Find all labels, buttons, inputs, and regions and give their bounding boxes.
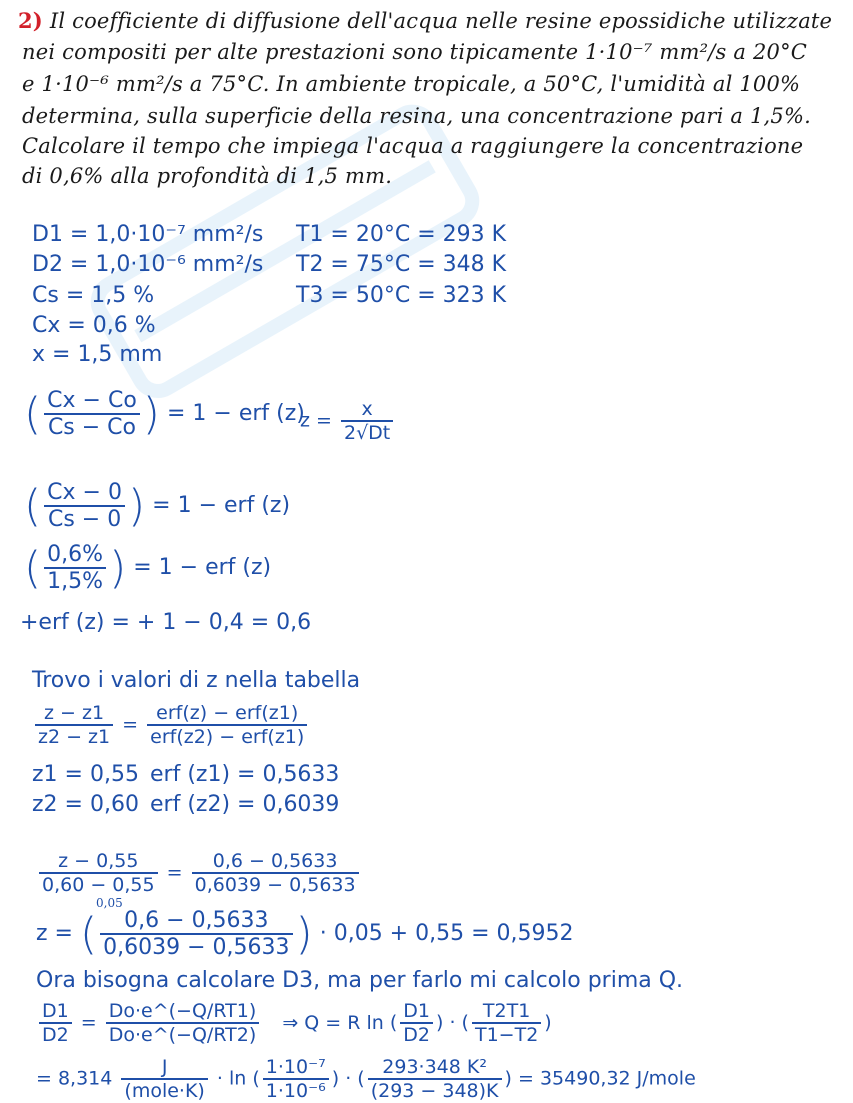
- ln-label: · ln: [216, 1067, 247, 1090]
- equation-erf-result: +erf (z) = + 1 − 0,4 = 0,6: [20, 610, 312, 635]
- fraction-arrhenius: [106, 1000, 260, 1046]
- data-Cs: Cs = 1,5 %: [32, 283, 155, 308]
- numerator: 1·10⁻⁷: [263, 1056, 329, 1080]
- fraction: [341, 398, 393, 444]
- numerator: z − z1: [35, 702, 113, 726]
- interpolation-formula: $\frac{z - z1}{z2 - z1}$ = $\frac{\text{erf(z) − erf(z1)}}{\text{erf(z2) − erf(z1)}}$: [32, 702, 310, 748]
- numerator: Cx − 0: [44, 480, 125, 507]
- fraction-d-ratio: [39, 1000, 72, 1046]
- denominator: (mole·K): [124, 1080, 205, 1102]
- denominator: 0,6039 − 0,5633: [194, 874, 356, 896]
- lhs: z =: [36, 921, 73, 946]
- numerator: 0,6 − 0,5633: [192, 850, 359, 874]
- numerator: J: [121, 1056, 207, 1080]
- erf-z1-value: erf (z1) = 0,5633: [150, 762, 340, 787]
- erf-z2-value: erf (z2) = 0,6039: [150, 792, 340, 817]
- z-lhs: z =: [300, 409, 332, 432]
- rhs: = 1 − erf (z): [166, 401, 305, 426]
- fraction-q-t: [472, 1000, 541, 1046]
- data-T1: T1 = 20°C = 293 K: [296, 222, 507, 247]
- denominator: z2 − z1: [38, 726, 111, 748]
- data-T2: T2 = 75°C = 348 K: [296, 252, 507, 277]
- diffusion-ratio-equation: $\frac{D1}{D2}$ = $\frac{Do\cdot e\^{}(-Q/RT1)}{Do\cdot e\^{}(-Q/RT2)}$ ⇒ Q = R ln ( $\frac{D1}{D2}$ ) · ( $\frac{T2T1}{T1-T2}$ ): [36, 1000, 552, 1046]
- fraction: [44, 480, 125, 532]
- denominator: D2: [403, 1024, 430, 1046]
- q-final-computation: = 8,314 $\frac{J}{\text{(mole·K)}}$ · ln ( $\frac{\text{1·10⁻⁷}}{\text{1·10⁻⁶}}$ ) · ( $\frac{\text{293·348 K²}}{(293 - 348)K}$ ) = 35490,32 J/mole: [36, 1056, 696, 1102]
- next-step-text: Ora bisogna calcolare D3, ma per farlo mi calcolo prima Q.: [36, 968, 684, 993]
- rhs: · 0,05 + 0,55 = 0,5952: [319, 921, 574, 946]
- fraction-right: [147, 702, 307, 748]
- denominator: Cs − Co: [47, 415, 137, 440]
- numerator: T2T1: [472, 1000, 541, 1024]
- fraction-q-d: [400, 1000, 433, 1046]
- z2-value: z2 = 0,60: [32, 792, 139, 817]
- interpolation-difference-note: 0,05: [96, 896, 123, 910]
- data-x: x = 1,5 mm: [32, 342, 163, 367]
- equation-erf-co-zero: ( $\frac{Cx - 0}{Cs - 0}$ ) = 1 − erf (z): [24, 480, 291, 532]
- fraction: [44, 542, 106, 594]
- rhs: = 1 − erf (z): [133, 555, 272, 580]
- fraction-unit: [121, 1056, 207, 1102]
- denominator: D2: [42, 1024, 69, 1046]
- problem-line-4: determina, sulla superficie della resina, una concentrazione pari a 1,5%.: [22, 104, 812, 128]
- fraction-left: [35, 702, 113, 748]
- problem-line-5: Calcolare il tempo che impiega l'acqua a raggiungere la concentrazione: [22, 134, 804, 158]
- gas-constant: = 8,314: [36, 1067, 113, 1090]
- denominator: Do·e^(−Q/RT2): [108, 1024, 257, 1046]
- denominator: 1·10⁻⁶: [265, 1080, 326, 1102]
- denominator: 0,6039 − 0,5633: [103, 935, 290, 960]
- rhs: = 1 − erf (z): [152, 493, 291, 518]
- data-T3: T3 = 50°C = 323 K: [296, 283, 507, 308]
- z1-value: z1 = 0,55: [32, 762, 139, 787]
- q-result: = 35490,32 J/mole: [518, 1067, 696, 1090]
- numerator: 0,6 − 0,5633: [100, 908, 292, 935]
- fraction-ln: [263, 1056, 329, 1102]
- denominator: (293 − 348)K: [370, 1080, 499, 1102]
- z-interpolated-result: z = ( $\frac{0,6 - 0,5633}{0,6039 - 0,5633}$ ) · 0,05 + 0,55 = 0,5952: [36, 908, 574, 960]
- interpolation-substitution: $\frac{z - 0,55}{0,60 - 0,55}$ = $\frac{0,6 - 0,5633}{0,6039 - 0,5633}$: [36, 850, 362, 896]
- fraction-left: [39, 850, 158, 896]
- fraction: [44, 388, 140, 440]
- problem-line-1: [18, 8, 832, 33]
- denominator: 1,5%: [47, 569, 104, 594]
- numerator: z − 0,55: [39, 850, 158, 874]
- table-heading: Trovo i valori di z nella tabella: [32, 668, 361, 693]
- numerator: Do·e^(−Q/RT1): [106, 1000, 260, 1024]
- fraction-temp: [368, 1056, 502, 1102]
- numerator: 0,6%: [44, 542, 106, 569]
- fraction: [100, 908, 292, 960]
- equation-erf-general: ( $\frac{Cx - Co}{Cs - Co}$ ) = 1 − erf (z): [24, 388, 305, 440]
- fraction-right: [192, 850, 359, 896]
- denominator: erf(z2) − erf(z1): [150, 726, 305, 748]
- q-formula-lhs: ⇒ Q = R ln: [282, 1011, 384, 1034]
- data-D1: D1 = 1,0·10⁻⁷ mm²/s: [32, 222, 264, 247]
- numerator: Cx − Co: [44, 388, 140, 415]
- denominator: T1−T2: [474, 1024, 539, 1046]
- data-D2: D2 = 1,0·10⁻⁶ mm²/s: [32, 252, 264, 277]
- numerator: D1: [39, 1000, 72, 1024]
- numerator: 293·348 K²: [368, 1056, 502, 1080]
- problem-number: 2): [18, 8, 43, 33]
- equation-erf-values: ( $\frac{0,6\%}{1,5\%}$ ) = 1 − erf (z): [24, 542, 272, 594]
- problem-line-3: e 1·10⁻⁶ mm²/s a 75°C. In ambiente tropicale, a 50°C, l'umidità al 100%: [22, 72, 801, 96]
- denominator: 2√Dt: [343, 422, 391, 444]
- numerator: D1: [400, 1000, 433, 1024]
- problem-line-2: nei compositi per alte prestazioni sono tipicamente 1·10⁻⁷ mm²/s a 20°C: [22, 40, 808, 64]
- data-Cx: Cx = 0,6 %: [32, 313, 156, 338]
- problem-text-1: Il coefficiente di diffusione dell'acqua nelle resine epossidiche utilizzate: [49, 9, 833, 33]
- numerator: x: [341, 398, 393, 422]
- problem-line-6: di 0,6% alla profondità di 1,5 mm.: [22, 164, 393, 188]
- denominator: 0,60 − 0,55: [42, 874, 155, 896]
- equation-z-definition: [300, 398, 396, 444]
- denominator: Cs − 0: [47, 507, 122, 532]
- numerator: erf(z) − erf(z1): [147, 702, 307, 726]
